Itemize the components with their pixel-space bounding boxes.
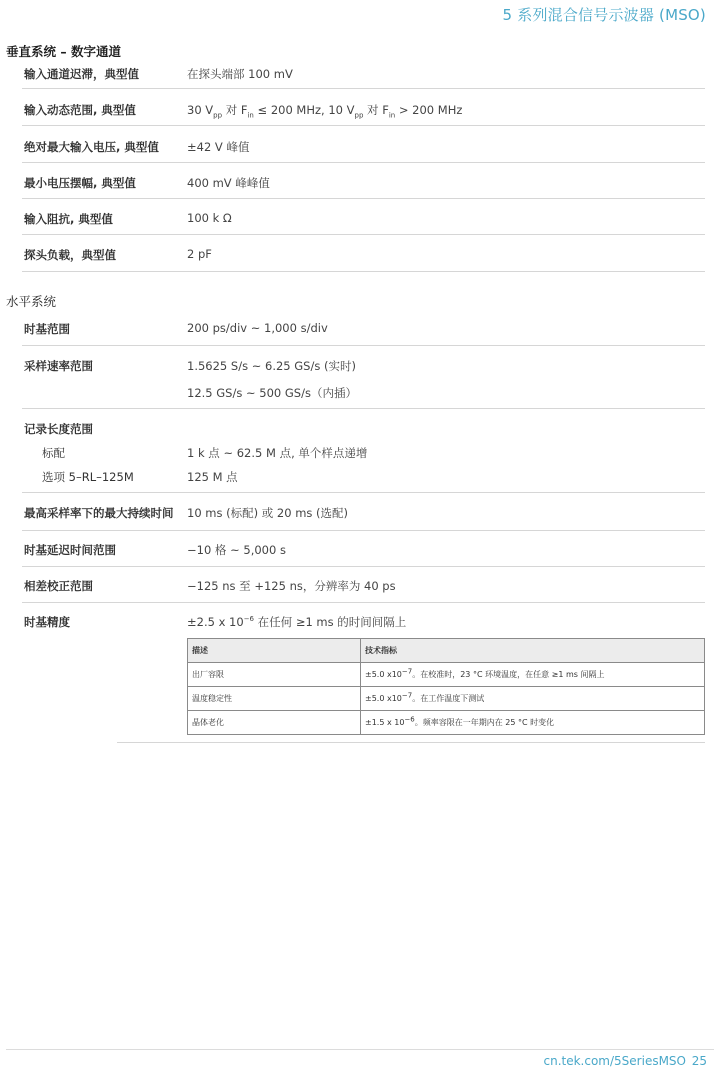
footer-link[interactable]: cn.tek.com/5SeriesMSO xyxy=(543,1054,686,1068)
row-value: ±42 V 峰值 xyxy=(187,140,250,154)
table-cell: ±5.0 $x10^{-7}$。在校准时，23 °C 环境温度，在任意 ≥1 ms 间隔上 xyxy=(361,663,705,687)
row-label: 输入动态范围, 典型值 xyxy=(24,103,136,117)
row-value: 30 $V_{pp}$ 对 $F_{in} \le 200$ MHz, 10 $V_{pp}$ 对 $F_{in} > 200$ MHz xyxy=(187,103,463,120)
row-value: 2 pF xyxy=(187,247,212,261)
row-label: 绝对最大输入电压, 典型值 xyxy=(24,140,159,154)
table-cell: 温度稳定性 xyxy=(188,687,361,711)
spec-row xyxy=(22,493,705,530)
spec-row xyxy=(22,126,705,162)
row-value: 125 M 点 xyxy=(187,470,238,484)
row-label: 最小电压摆幅, 典型值 xyxy=(24,176,136,190)
sub-label-option: 选项 5–RL–125M xyxy=(42,470,134,484)
row-label: 相差校正范围 xyxy=(24,579,93,593)
page-number: 25 xyxy=(691,1054,707,1068)
table-cell: 出厂容限 xyxy=(188,663,361,687)
footer-divider xyxy=(6,1049,714,1050)
row-value: 400 mV 峰峰值 xyxy=(187,176,270,190)
row-value: ±2.5 x $10^{-6}$ 在任何 ≥1 ms 的时间间隔上 xyxy=(187,615,407,629)
spec-row xyxy=(22,346,705,408)
row-value: −125 ns 至 +125 ns，分辨率为 40 ps xyxy=(187,579,396,593)
row-label: 时基精度 xyxy=(24,615,70,629)
row-value-secondary: 12.5 GS/s ~ 500 GS/s（内插） xyxy=(187,386,357,400)
row-label: 探头负载，典型值 xyxy=(24,248,116,262)
row-label: 时基范围 xyxy=(24,322,70,336)
table-row xyxy=(188,663,705,687)
table-cell: 晶体老化 xyxy=(188,711,361,735)
row-label: 时基延迟时间范围 xyxy=(24,543,116,557)
row-label: 采样速率范围 xyxy=(24,359,93,373)
spec-row xyxy=(22,162,705,198)
table-cell: ±1.5 x $10^{-6}$。频率容限在一年期内在 25 °C 时变化 xyxy=(361,711,705,735)
spec-row xyxy=(22,409,705,493)
spec-row xyxy=(22,60,705,88)
table-header-cell: 描述 xyxy=(188,639,361,663)
row-value: 1 k 点 ~ 62.5 M 点, 单个样点递增 xyxy=(187,446,368,460)
row-label: 最高采样率下的最大持续时间 xyxy=(24,506,174,520)
row-label: 输入阻抗, 典型值 xyxy=(24,212,113,226)
row-value: 200 ps/div ~ 1,000 s/div xyxy=(187,321,328,335)
spec-row xyxy=(22,234,705,271)
table-row xyxy=(188,687,705,711)
spec-row xyxy=(22,89,705,125)
sub-label-standard: 标配 xyxy=(42,446,65,460)
row-label: 输入通道迟滞，典型值 xyxy=(24,67,139,81)
row-divider xyxy=(117,742,705,743)
row-value: 10 ms (标配) 或 20 ms (选配) xyxy=(187,506,349,520)
spec-row xyxy=(22,566,705,602)
spec-row xyxy=(22,309,705,345)
table-header-row xyxy=(188,639,705,663)
section-heading-vertical: 垂直系统 – 数字通道 xyxy=(6,44,121,59)
row-value: 在探头端部 100 mV xyxy=(187,67,293,81)
table-header-cell: 技术指标 xyxy=(361,639,705,663)
table-row xyxy=(188,711,705,735)
timebase-accuracy-table xyxy=(187,638,705,735)
row-divider xyxy=(22,271,705,272)
section-heading-horizontal: 水平系统 xyxy=(6,294,57,309)
row-label: 记录长度范围 xyxy=(24,422,93,436)
table-cell: ±5.0 $x10^{-7}$。在工作温度下测试 xyxy=(361,687,705,711)
spec-row xyxy=(22,198,705,234)
page-header-title: 5 系列混合信号示波器 (MSO) xyxy=(502,6,706,24)
row-value: 100 k Ω xyxy=(187,211,232,225)
row-value: −10 格 ~ 5,000 s xyxy=(187,543,286,557)
row-value: 1.5625 S/s ~ 6.25 GS/s (实时) xyxy=(187,359,356,373)
spec-row xyxy=(22,530,705,566)
